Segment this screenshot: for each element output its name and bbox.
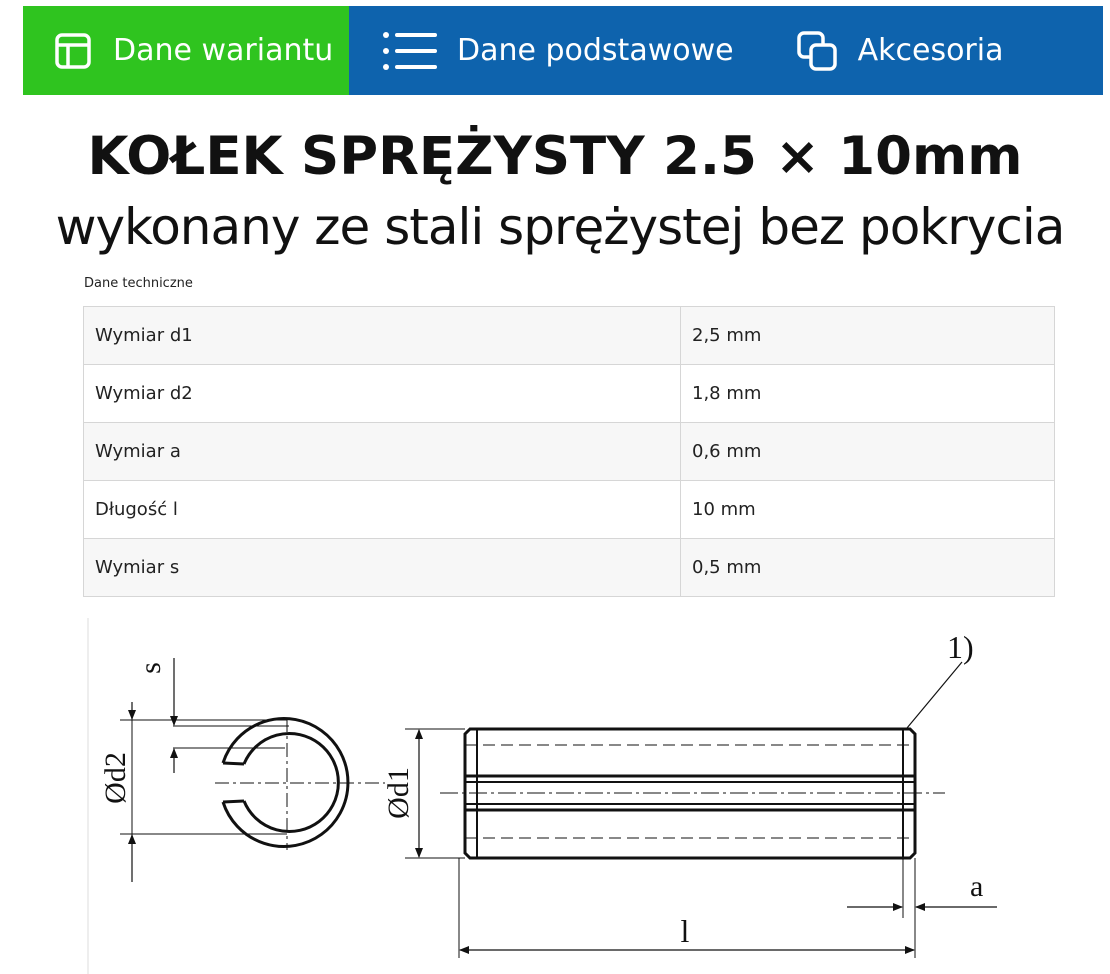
list-icon [381,29,437,73]
table-row [84,423,1055,481]
table-row [84,365,1055,423]
side-view [440,729,945,858]
note-leader [907,662,962,728]
table-row [84,481,1055,539]
copy-icon [796,30,838,72]
spec-value: 0,6 mm [681,423,1055,481]
label-note: 1) [947,629,974,665]
label-a: a [970,870,984,903]
tab-label: Dane podstawowe [457,33,734,68]
layout-icon [53,31,93,71]
product-title: KOŁEK SPRĘŻYSTY 2.5 × 10mm [87,126,1023,187]
spec-value: 0,5 mm [681,539,1055,597]
spec-value: 1,8 mm [681,365,1055,423]
tech-table [83,306,1055,597]
tab-akcesoria[interactable] [734,6,1004,95]
tab-label: Dane wariantu [113,33,334,68]
tech-heading: Dane techniczne [84,276,193,291]
spec-value: 10 mm [681,481,1055,539]
table-row [84,539,1055,597]
spec-label: Wymiar s [84,539,681,597]
label-s: s [134,662,167,674]
product-subtitle: wykonany ze stali sprężystej bez pokrycia [55,198,1065,256]
spec-label: Wymiar a [84,423,681,481]
label-d2: Ød2 [99,752,132,804]
tab-dane-podstawowe[interactable] [349,6,734,95]
label-l: l [680,913,690,949]
dimension-s [173,658,289,773]
label-d1: Ød1 [382,767,415,819]
tab-bar [23,6,1103,95]
cross-section-view [215,718,385,850]
spec-label: Wymiar d2 [84,365,681,423]
tab-dane-wariantu[interactable] [23,6,349,95]
dimension-d2 [120,702,287,882]
spec-value: 2,5 mm [681,307,1055,365]
spec-label: Wymiar d1 [84,307,681,365]
tab-label: Akcesoria [857,33,1004,68]
table-row [84,307,1055,365]
technical-drawing [25,618,1110,974]
spec-label: Długość l [84,481,681,539]
